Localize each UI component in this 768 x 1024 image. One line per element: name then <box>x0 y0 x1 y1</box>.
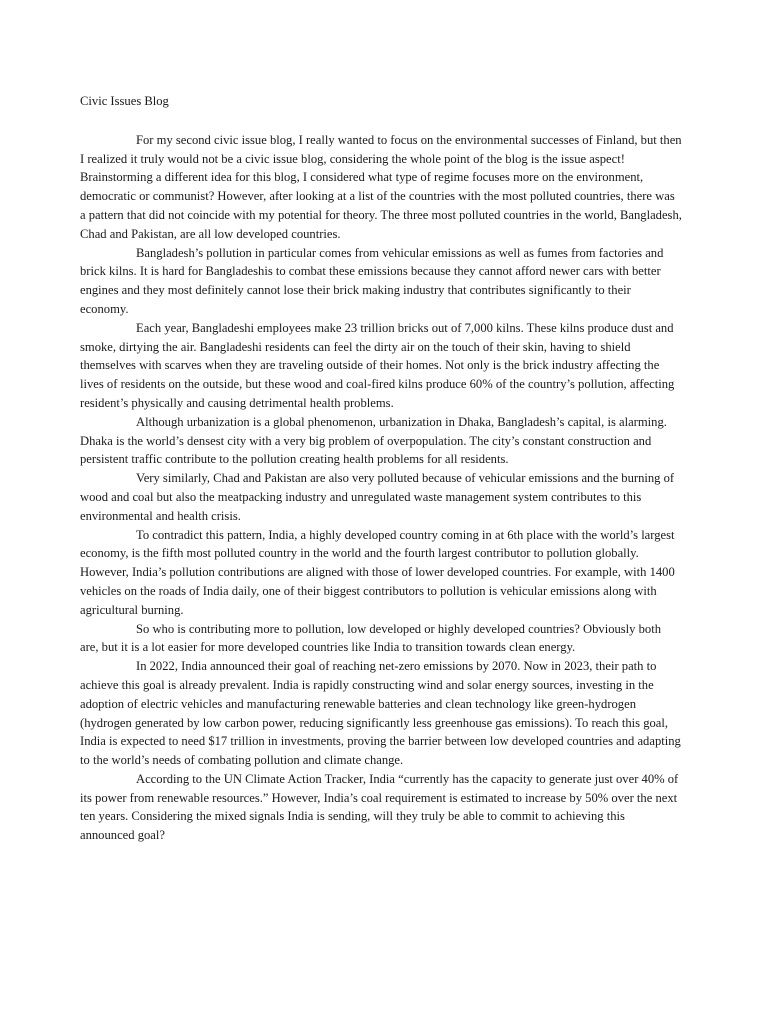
paragraph-7: So who is contributing more to pollution, low developed or highly developed countries? Obviously both are, but it is a lot easier for more developed countries like India to transition towards clean energy. <box>80 621 662 655</box>
paragraph-8: In 2022, India announced their goal of reaching net-zero emissions by 2070. Now in 2023, their path to achieve this goal is already prevalent. India is rapidly constructing wind and solar energy sources, investing in the adoption of electric vehicles and manufacturing renewable batteries and clean technology like green-hydrogen (hydrogen generated by low carbon power, reducing significantly less greenhouse gas emissions). To reach this goal, India is expected to need $17 trillion in investments, proving the barrier between low developed countries and adapting to the world’s needs of combating pollution and climate change. <box>80 659 681 768</box>
paragraph-9: According to the UN Climate Action Tracker, India “currently has the capacity to generate just over 40% of its power from renewable resources.” However, India’s coal requirement is estimated to increase by 50% over the next ten years. Considering the mixed signals India is sending, will they truly be able to commit to achieving this announced goal? <box>80 771 679 843</box>
paragraph-1: For my second civic issue blog, I really wanted to focus on the environmental successes of Finland, but then I realized it truly would not be a civic issue blog, considering the whole point of the blog is the issue aspect! Brainstorming a different idea for this blog, I considered what type of regime focuses more on the environment, democratic or communist? However, after looking at a list of the countries with the most polluted countries, there was a pattern that did not coincide with my potential for theory. The three most polluted countries in the world, Bangladesh, Chad and Pakistan, are all low developed countries. <box>80 132 682 241</box>
document-title: Civic Issues Blog <box>80 94 169 108</box>
paragraph-3: Each year, Bangladeshi employees make 23 trillion bricks out of 7,000 kilns. These kilns produce dust and smoke, dirtying the air. Bangladeshi residents can feel the dirty air on the touch of their skin, having to shield themselves with scarves when they are traveling outside of their homes. Not only is the brick industry affecting the lives of residents on the outside, but these wood and coal-fired kilns produce 60% of the country’s pollution, affecting resident’s physically and causing detrimental health problems. <box>80 320 675 410</box>
paragraph-2: Bangladesh’s pollution in particular comes from vehicular emissions as well as fumes from factories and brick kilns. It is hard for Bangladeshis to combat these emissions because they cannot afford newer cars with better engines and they most definitely cannot lose their brick making industry that contributes significantly to their economy. <box>80 245 664 316</box>
paragraph-5: Very similarly, Chad and Pakistan are also very polluted because of vehicular emissions and the burning of wood and coal but also the meatpacking industry and unregulated waste management system contributes to this environmental and health crisis. <box>80 471 675 523</box>
paragraph-6: To contradict this pattern, India, a highly developed country coming in at 6th place with the world’s largest economy, is the fifth most polluted country in the world and the fourth largest contributor to pollution globally. However, India’s pollution contributions are aligned with those of lower developed countries. For example, with 1400 vehicles on the roads of India daily, one of their biggest contributors to pollution is vehicular emissions along with agricultural burning. <box>80 527 675 617</box>
document-page <box>80 92 682 845</box>
paragraph-4: Although urbanization is a global phenomenon, urbanization in Dhaka, Bangladesh’s capital, is alarming. Dhaka is the world’s densest city with a very big problem of overpopulation. The city’s constant construction and persistent traffic contribute to the pollution creating health problems for all residents. <box>80 414 667 467</box>
